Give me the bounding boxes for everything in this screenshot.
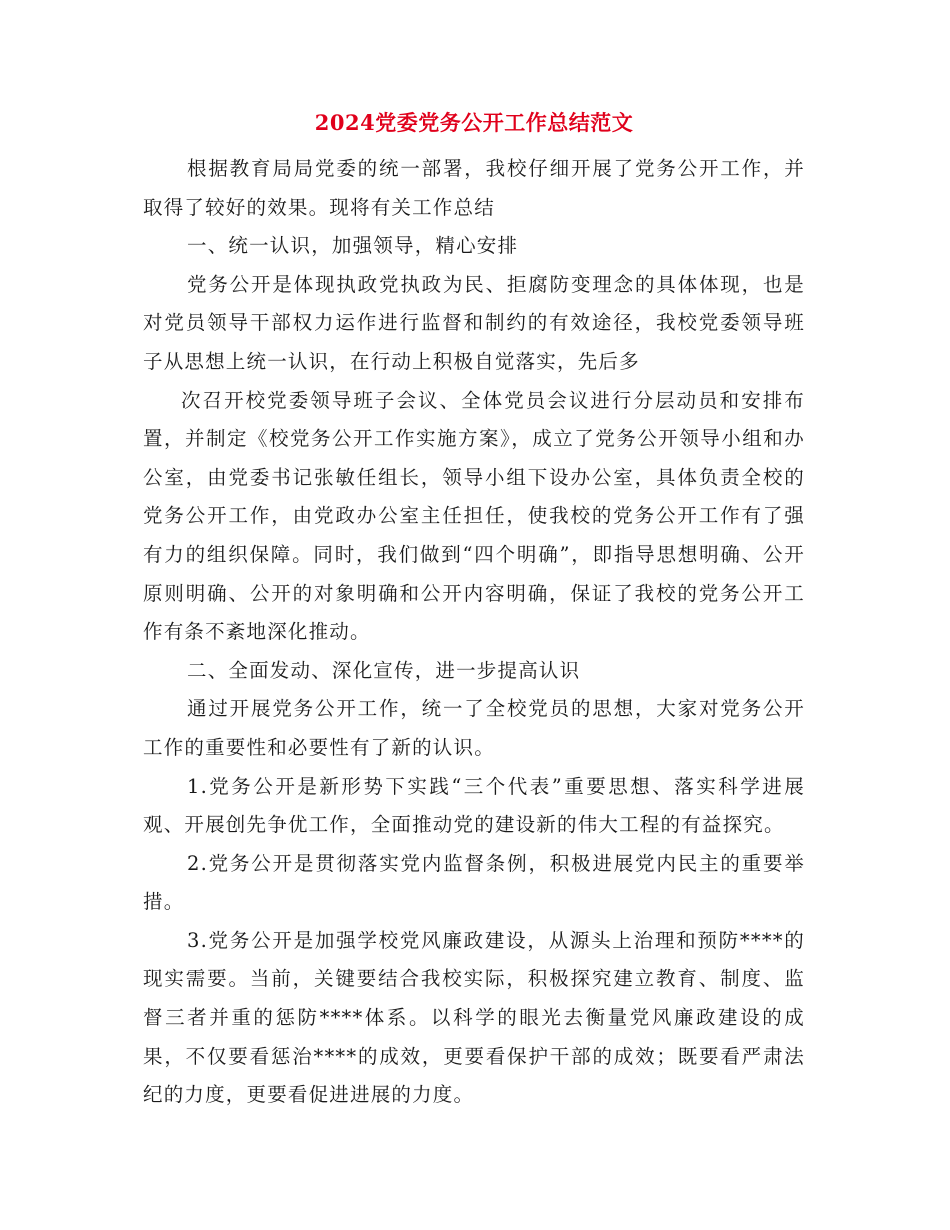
- section-heading-1: 一、统一认识，加强领导，精心安排: [187, 234, 519, 258]
- list-item-3: 3.党务公开是加强学校党风廉政建设，从源头上治理和预防****的现实需要。当前，关键要结合我校实际，积极探究建立教育、制度、监督三者并重的惩防****体系。以科学的眼光去衡量党风廉政建设的成果，不仅要看惩治****的成效，更要看保护干部的成效；既要看严肃法纪的力度，更要看促进进展的力度。: [143, 928, 805, 1107]
- list-item-1: 1.党务公开是新形势下实践“三个代表”重要思想、落实科学进展观、开展创先争优工作，全面推动党的建设新的伟大工程的有益探究。: [143, 774, 805, 837]
- document-title: 2024党委党务公开工作总结范文: [314, 110, 634, 135]
- list-item-2: 2.党务公开是贯彻落实党内监督条例，积极进展党内民主的重要举措。: [143, 851, 805, 914]
- paragraph-intro: 根据教育局局党委的统一部署，我校仔细开展了党务公开工作，并取得了较好的效果。现将有关工作总结: [143, 157, 805, 219]
- paragraph-2: 次召开校党委领导班子会议、全体党员会议进行分层动员和安排布置，并制定《校党务公开工作实施方案》，成立了党务公开领导小组和办公室，由党委书记张敏任组长，领导小组下设办公室，具体负责全校的党务公开工作，由党政办公室主任担任，使我校的党务公开工作有了强有力的组织保障。同时，我们做到“四个明确”，即指导思想明确、公开原则明确、公开的对象明确和公开内容明确，保证了我校的党务公开工作有条不紊地深化推动。: [143, 388, 805, 644]
- paragraph-1: 党务公开是体现执政党执政为民、拒腐防变理念的具体体现，也是对党员领导干部权力运作进行监督和制约的有效途径，我校党委领导班子从思想上统一认识，在行动上积极自觉落实，先后多: [143, 272, 805, 373]
- paragraph-3: 通过开展党务公开工作，统一了全校党员的思想，大家对党务公开工作的重要性和必要性有了新的认识。: [143, 697, 805, 759]
- section-heading-2: 二、全面发动、深化宣传，进一步提高认识: [187, 658, 581, 682]
- document-page: [143, 108, 805, 1115]
